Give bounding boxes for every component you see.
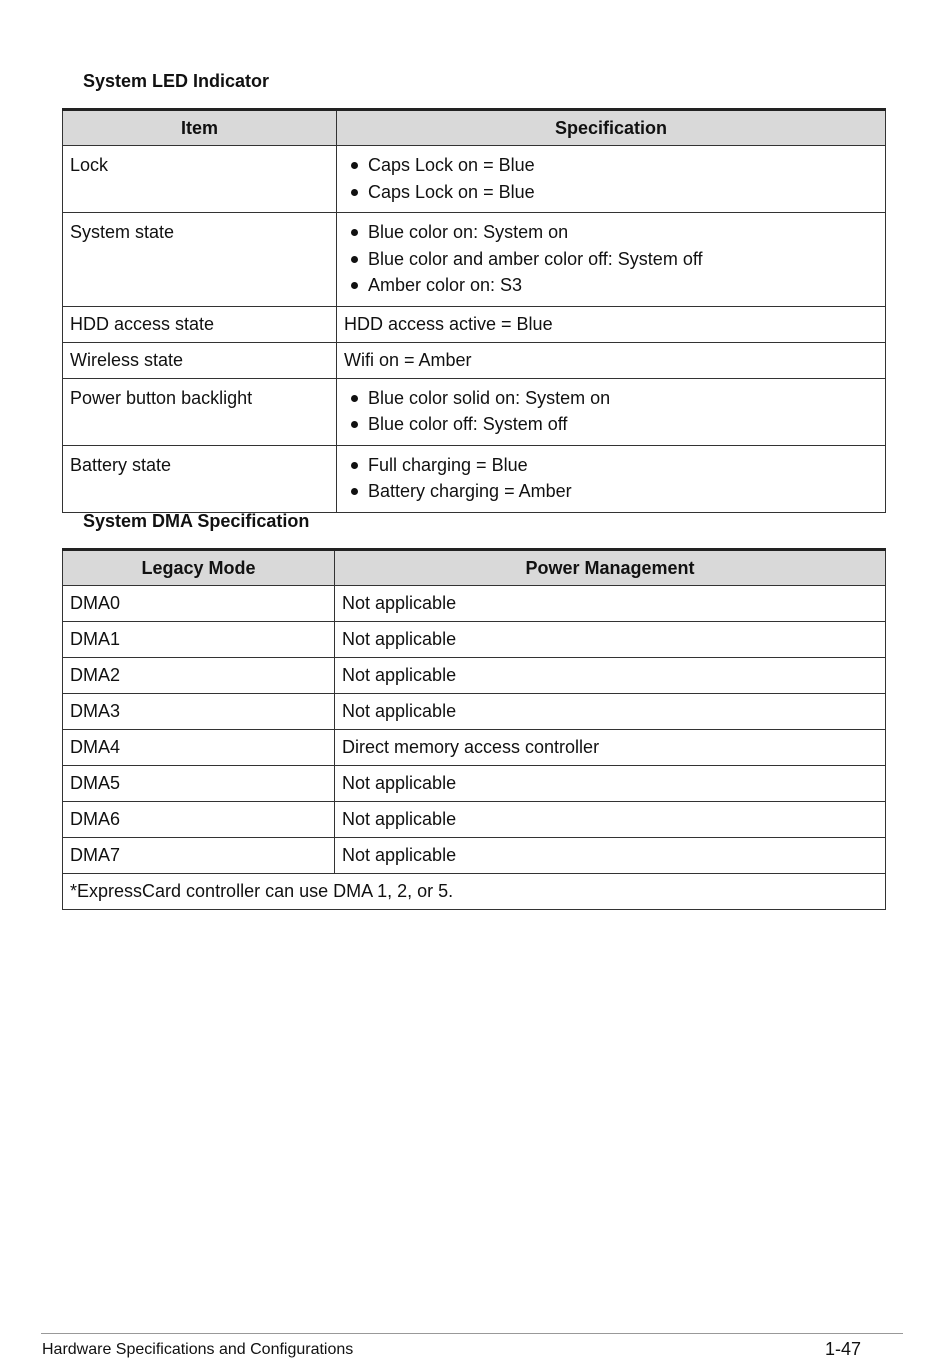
list-item: Blue color and amber color off: System off [344, 246, 878, 273]
row-power-cell: Not applicable [335, 622, 886, 658]
row-mode-cell: DMA1 [63, 622, 335, 658]
table-row [63, 342, 886, 378]
row-item-cell: Power button backlight [63, 378, 337, 445]
row-power-cell: Not applicable [335, 694, 886, 730]
table-row [63, 694, 886, 730]
table-row [63, 838, 886, 874]
row-power-cell: Not applicable [335, 838, 886, 874]
row-spec-cell [337, 445, 886, 512]
row-spec-cell: Wifi on = Amber [337, 342, 886, 378]
row-mode-cell: DMA2 [63, 658, 335, 694]
row-spec-cell [337, 213, 886, 307]
dma-specification-table [62, 548, 886, 910]
table-row [63, 730, 886, 766]
row-power-cell: Not applicable [335, 766, 886, 802]
row-spec-cell [337, 146, 886, 213]
page-number: 1-47 [825, 1339, 862, 1359]
column-header-item: Item [63, 110, 337, 146]
list-item: Battery charging = Amber [344, 478, 878, 505]
row-mode-cell: DMA7 [63, 838, 335, 874]
table-footnote-row [63, 874, 886, 910]
row-power-cell: Direct memory access controller [335, 730, 886, 766]
row-mode-cell: DMA0 [63, 586, 335, 622]
table-row [63, 766, 886, 802]
row-item-cell: Lock [63, 146, 337, 213]
column-header-specification: Specification [337, 110, 886, 146]
table-row [63, 445, 886, 512]
list-item: Blue color off: System off [344, 411, 878, 438]
row-mode-cell: DMA3 [63, 694, 335, 730]
table-row [63, 802, 886, 838]
list-item: Amber color on: S3 [344, 272, 878, 299]
column-header-power-management: Power Management [335, 550, 886, 586]
row-item-cell: System state [63, 213, 337, 307]
column-header-legacy-mode: Legacy Mode [63, 550, 335, 586]
row-spec-cell [337, 378, 886, 445]
row-mode-cell: DMA4 [63, 730, 335, 766]
row-item-cell: HDD access state [63, 306, 337, 342]
row-spec-cell: HDD access active = Blue [337, 306, 886, 342]
row-mode-cell: DMA5 [63, 766, 335, 802]
row-item-cell: Battery state [63, 445, 337, 512]
table-header-row [63, 550, 886, 586]
spec-bullet-list [344, 219, 878, 299]
row-power-cell: Not applicable [335, 802, 886, 838]
list-item: Blue color on: System on [344, 219, 878, 246]
table-footnote: *ExpressCard controller can use DMA 1, 2, or 5. [63, 874, 886, 910]
spec-bullet-list [344, 452, 878, 505]
row-item-cell: Wireless state [63, 342, 337, 378]
list-item: Caps Lock on = Blue [344, 152, 878, 179]
footer-divider [41, 1333, 903, 1334]
table-row [63, 586, 886, 622]
spec-bullet-list [344, 385, 878, 438]
list-item: Full charging = Blue [344, 452, 878, 479]
row-power-cell: Not applicable [335, 586, 886, 622]
list-item: Caps Lock on = Blue [344, 179, 878, 206]
list-item: Blue color solid on: System on [344, 385, 878, 412]
footer-document-title: Hardware Specifications and Configurations [42, 1341, 354, 1358]
row-mode-cell: DMA6 [63, 802, 335, 838]
table-row [63, 306, 886, 342]
table-header-row [63, 110, 886, 146]
table-row [63, 658, 886, 694]
table-row [63, 378, 886, 445]
row-power-cell: Not applicable [335, 658, 886, 694]
table-row [63, 622, 886, 658]
dma-section-title: System DMA Specification [83, 511, 310, 531]
spec-bullet-list [344, 152, 878, 205]
led-section-title: System LED Indicator [83, 71, 270, 91]
led-indicator-table [62, 108, 886, 513]
table-row [63, 213, 886, 307]
table-row [63, 146, 886, 213]
